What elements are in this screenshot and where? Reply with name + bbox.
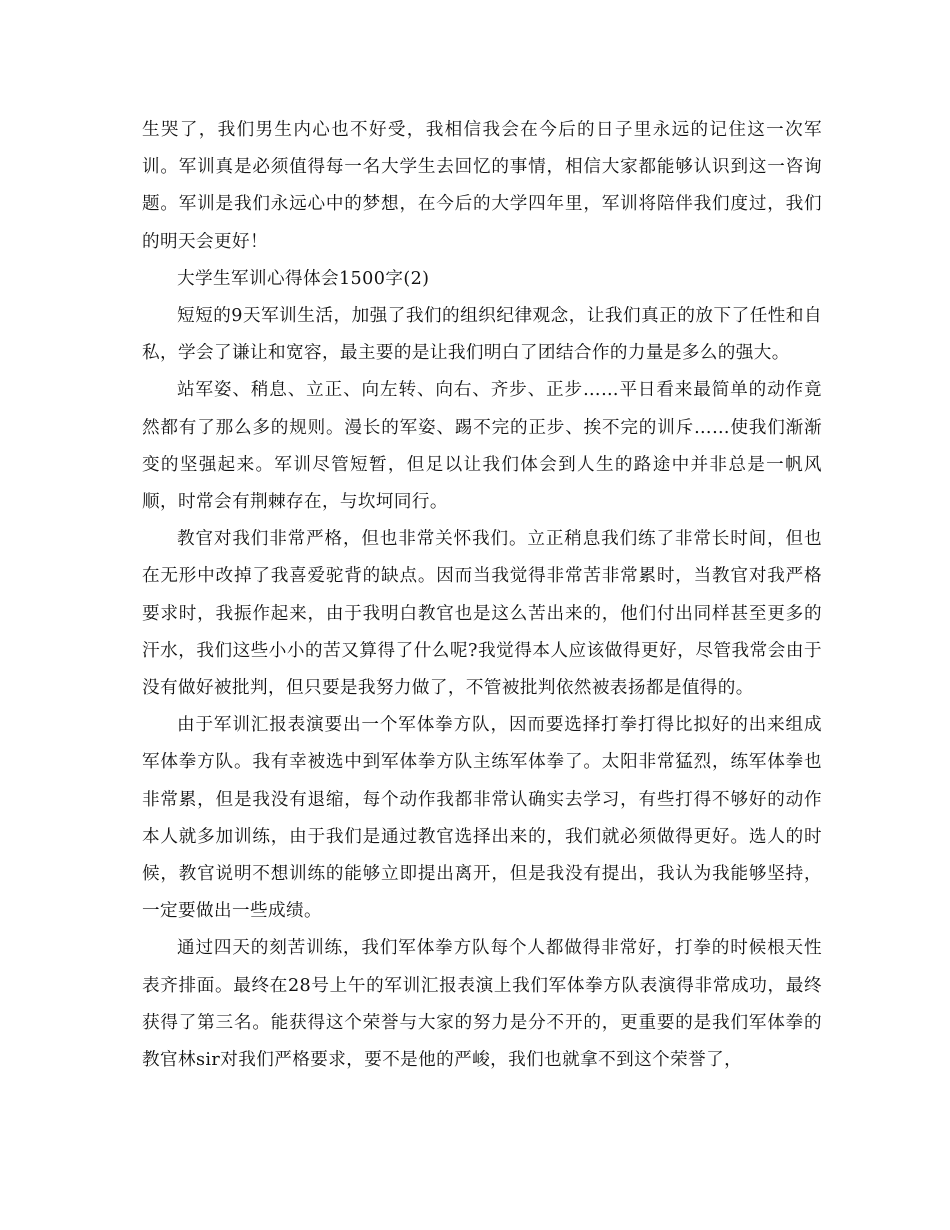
paragraph: 站军姿、稍息、立正、向左转、向右、齐步、正步……平日看来最简单的动作竟然都有了那么多的规则。漫长的军姿、踢不完的正步、挨不完的训斥……使我们渐渐变的坚强起来。军训尽管短暂，但足以让我们体会到人生的路途中并非总是一帆风顺，时常会有荆棘存在，与坎坷同行。 (142, 380, 822, 513)
section-heading: 大学生军训心得体会1500字(2) (177, 268, 430, 289)
paragraph: 短短的9天军训生活，加强了我们的组织纪律观念，让我们真正的放下了任性和自私，学会了谦让和宽容，最主要的是让我们明白了团结合作的力量是多么的强大。 (142, 306, 822, 364)
paragraph: 通过四天的刻苦训练，我们军体拳方队每个人都做得非常好，打拳的时候根天性表齐排面。最终在28号上午的军训汇报表演上我们军体拳方队表演得非常成功，最终获得了第三名。能获得这个荣誉与大家的努力是分不开的，更重要的是我们军体拳的教官林sir对我们严格要求，要不是他的严峻，我们也就拿不到这个荣誉了， (142, 938, 822, 1071)
paragraph: 教官对我们非常严格，但也非常关怀我们。立正稍息我们练了非常长时间，但也在无形中改掉了我喜爱驼背的缺点。因而当我觉得非常苦非常累时，当教官对我严格要求时，我振作起来，由于我明白教官也是这么苦出来的，他们付出同样甚至更多的汗水，我们这些小小的苦又算得了什么呢?我觉得本人应该做得更好，尽管我常会由于没有做好被批判，但只要是我努力做了，不管被批判依然被表扬都是值得的。 (142, 529, 822, 699)
document-body (142, 112, 822, 1079)
paragraph: 由于军训汇报表演要出一个军体拳方队，因而要选择打拳打得比拟好的出来组成军体拳方队。我有幸被选中到军体拳方队主练军体拳了。太阳非常猛烈，练军体拳也非常累，但是我没有退缩，每个动作我都非常认确实去学习，有些打得不够好的动作本人就多加训练，由于我们是通过教官选择出来的，我们就必须做得更好。选人的时候，教官说明不想训练的能够立即提出离开，但是我没有提出，我认为我能够坚持，一定要做出一些成绩。 (142, 715, 822, 922)
paragraph-continued: 生哭了，我们男生内心也不好受，我相信我会在今后的日子里永远的记住这一次军训。军训真是必须值得每一名大学生去回忆的事情，相信大家都能够认识到这一咨询题。军训是我们永远心中的梦想，在今后的大学四年里，军训将陪伴我们度过，我们的明天会更好！ (142, 120, 822, 252)
